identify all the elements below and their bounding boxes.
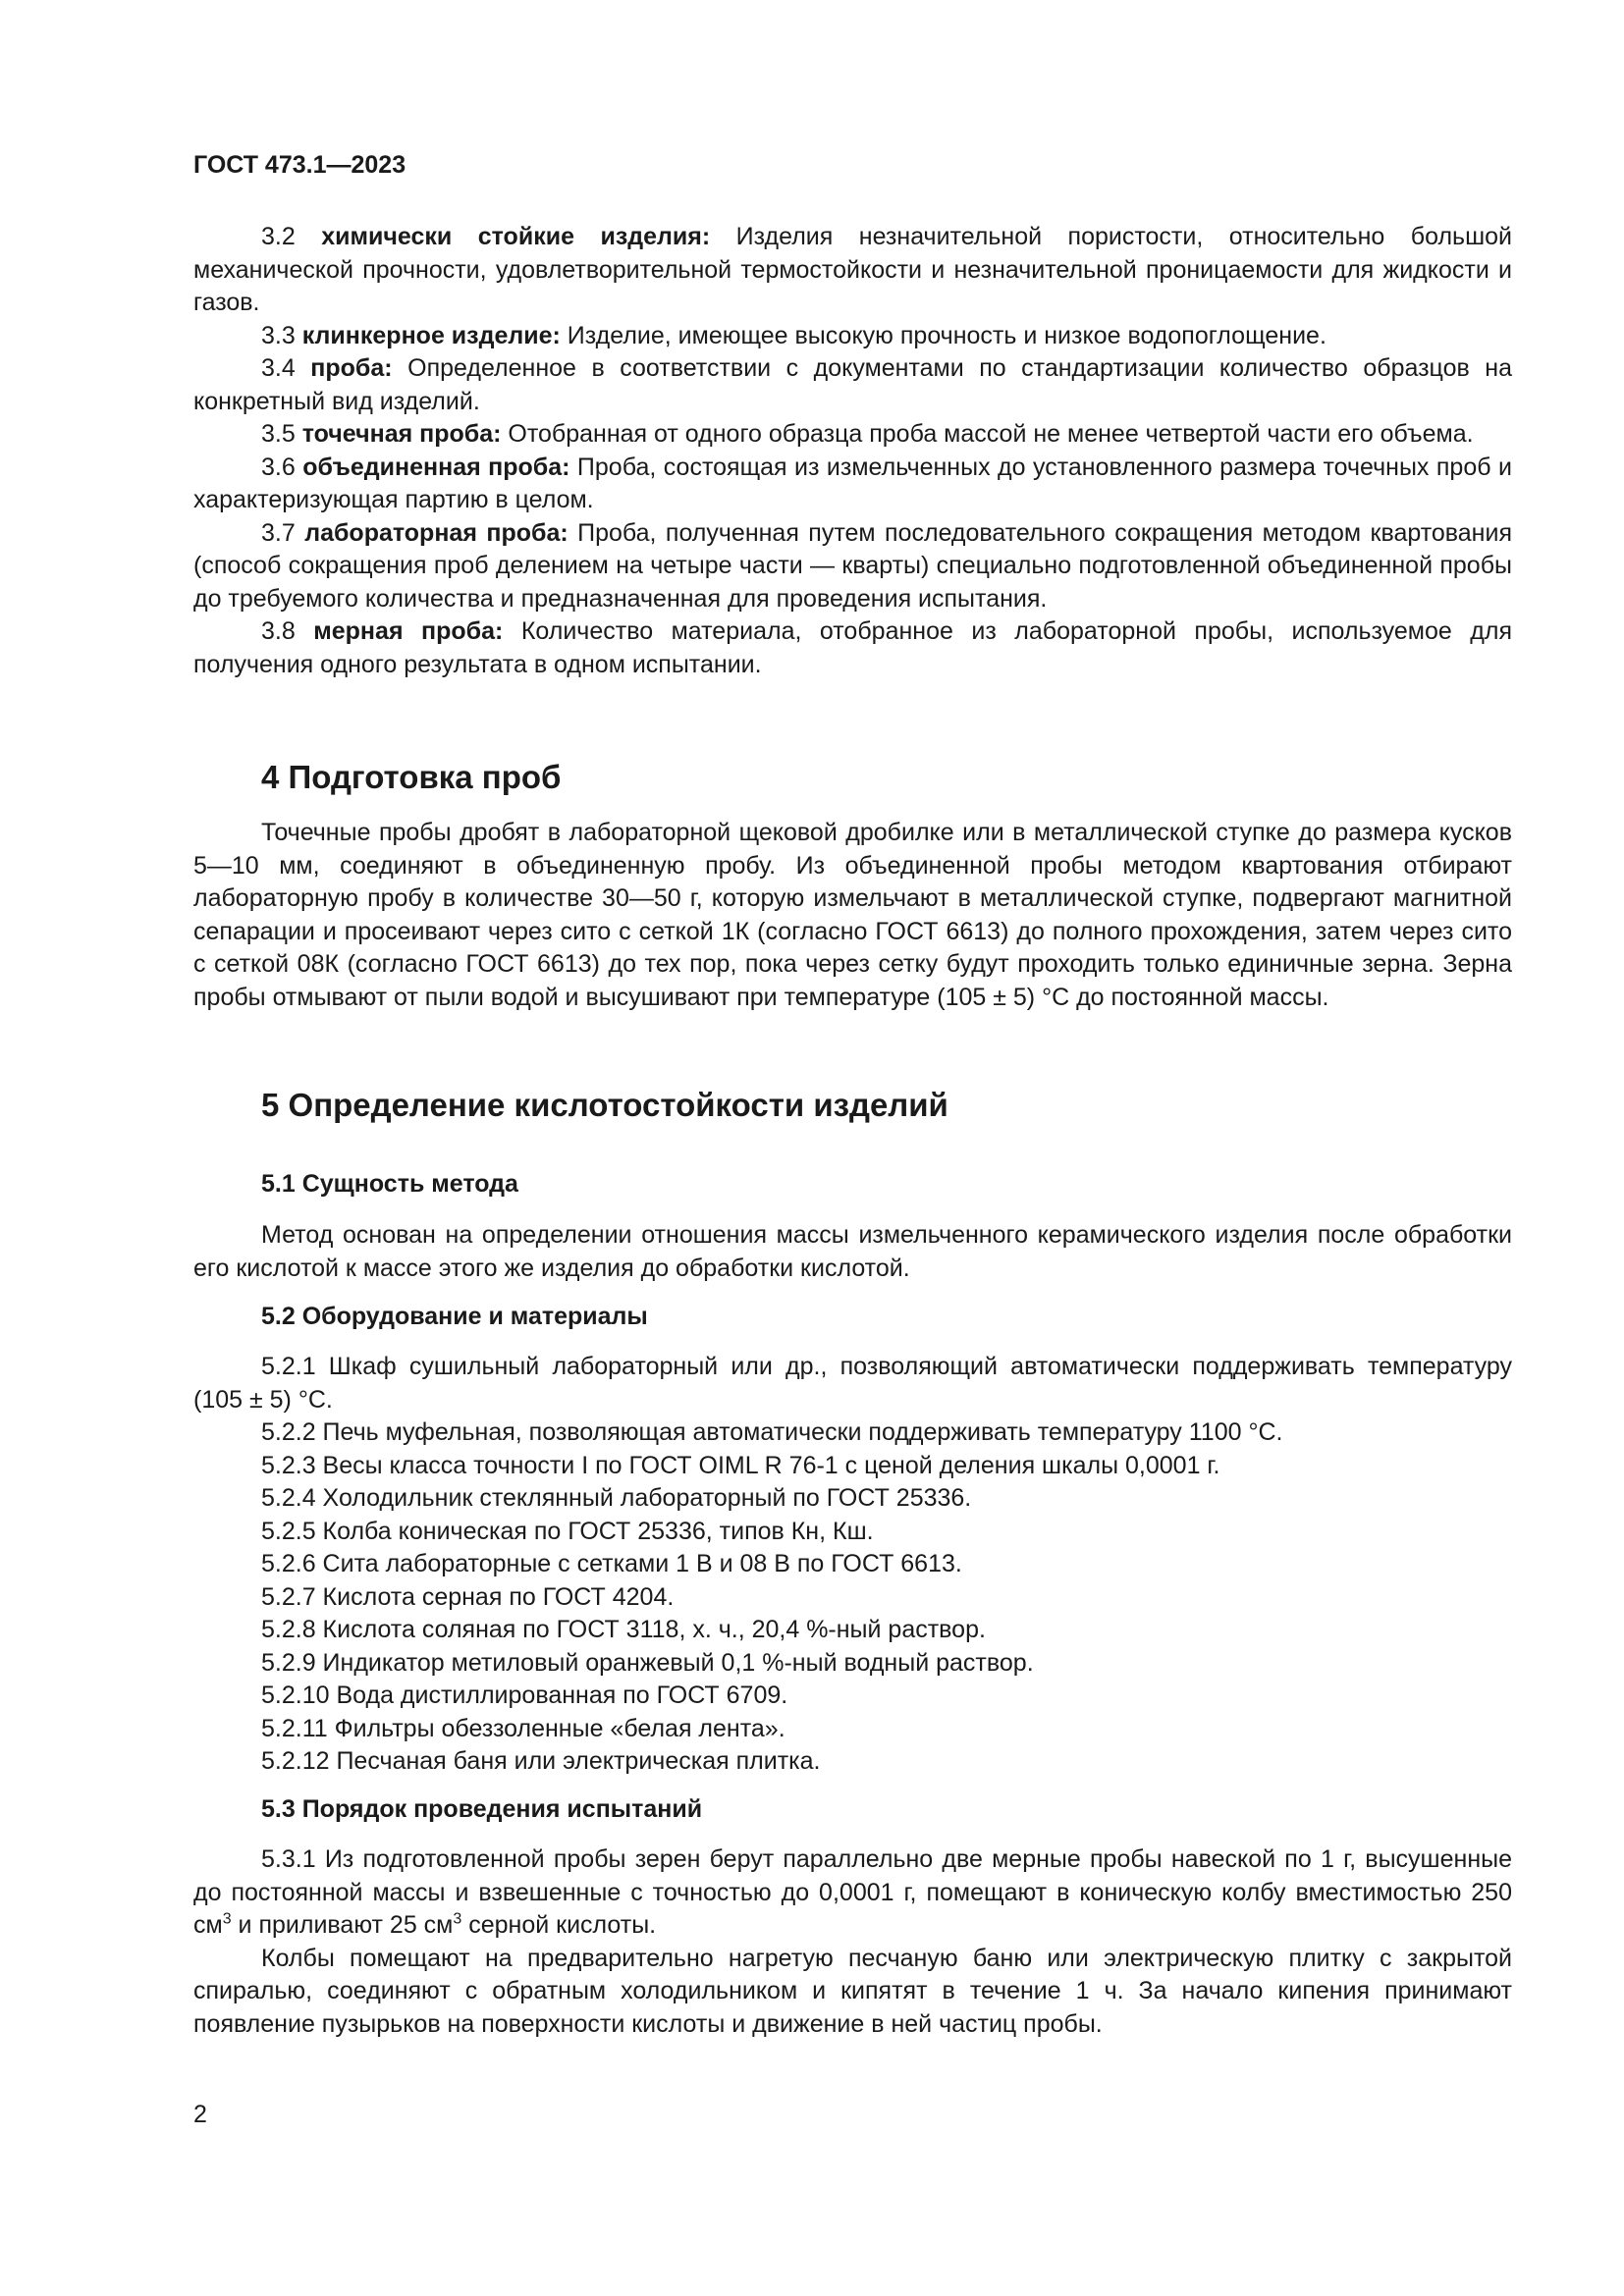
list-item: 5.2.11 Фильтры обеззоленные «белая лента». — [261, 1714, 785, 1742]
equipment-list — [193, 1351, 1512, 1779]
paragraph-text: и приливают 25 см — [231, 1911, 454, 1939]
list-item: 5.2.4 Холодильник стеклянный лабораторный по ГОСТ 25336. — [261, 1484, 972, 1512]
definition-number: 3.6 — [261, 453, 296, 481]
superscript: 3 — [453, 1910, 462, 1928]
definition-term: проба: — [310, 354, 393, 382]
list-item: 5.2.9 Индикатор метиловый оранжевый 0,1 %-ный водный раствор. — [261, 1648, 1034, 1677]
list-item: 5.2.12 Песчаная баня или электрическая плитка. — [261, 1747, 821, 1775]
subsection-5-2-heading: 5.2 Оборудование и материалы — [261, 1303, 648, 1330]
paragraph-text: 5.3.1 Из подготовленной пробы зерен берут параллельно две мерные пробы навеской по 1 г, высушенные до постоянной массы и взвешенные с точностью до 0,0001 г, помещают в коническую колбу вместимостью 250 см — [193, 1845, 1512, 1939]
definition-number: 3.8 — [261, 617, 296, 645]
definition-3-3 — [193, 320, 1512, 353]
list-item: 5.2.10 Вода дистиллированная по ГОСТ 6709. — [261, 1682, 788, 1709]
definition-text: Проба, полученная путем последовательного сокращения методом квартования (способ сокращения проб делением на четыре части — кварты) специально подготовленной объединенной пробы до требуемого количества и предназначенная для проведения испытания. — [193, 518, 1512, 613]
subsection-5-3-body — [193, 1843, 1512, 2041]
definition-text: Отобранная от одного образца проба массой не менее четвертой части его объема. — [501, 420, 1474, 448]
definition-term: клинкерное изделие: — [301, 321, 561, 349]
list-item: 5.2.2 Печь муфельная, позволяющая автоматически поддерживать температуру 1100 °С. — [261, 1418, 1283, 1446]
definition-3-8 — [193, 615, 1512, 681]
definition-text: Определенное в соответствии с документами по стандартизации количество образцов на конкретный вид изделий. — [193, 354, 1512, 415]
list-item: 5.2.5 Колба коническая по ГОСТ 25336, типов Кн, Кш. — [261, 1517, 874, 1545]
definition-term: мерная проба: — [313, 617, 504, 645]
subsection-5-3-paragraph-2: Колбы помещают на предварительно нагретую песчаную баню или электрическую плитку с закрытой спиралью, соединяют с обратным холодильником и кипятят в течение 1 ч. За начало кипения принимают появление пузырьков на поверхности кислоты и движение в ней частиц пробы. — [193, 1944, 1512, 2038]
subsection-5-1-body — [193, 1219, 1512, 1285]
superscript: 3 — [222, 1910, 232, 1928]
section-5-heading: 5 Определение кислотостойкости изделий — [261, 1087, 948, 1123]
definition-number: 3.5 — [261, 420, 296, 448]
definition-number: 3.4 — [261, 354, 296, 382]
document-title: ГОСТ 473.1—2023 — [193, 151, 406, 179]
section-4-paragraph: Точечные пробы дробят в лабораторной щековой дробилке или в металлической ступке до размера кусков 5—10 мм, соединяют в объединенную пробу. Из объединенной пробы методом квартования отбирают лабораторную пробу в количестве 30—50 г, которую измельчают в металлической ступке, подвергают магнитной сепарации и просеивают через сито с сеткой 1К (согласно ГОСТ 6613) до полного прохождения, затем через сито с сеткой 08К (согласно ГОСТ 6613) до тех пор, пока через сетку будут проходить только единичные зерна. Зерна пробы отмывают от пыли водой и высушивают при температуре (105 ± 5) °С до постоянной массы. — [193, 819, 1512, 1011]
definition-number: 3.7 — [261, 518, 296, 547]
definition-text: Изделия незначительной пористости, относительно большой механической прочности, удовлетворительной термостойкости и незначительной проницаемости для жидкости и газов. — [193, 223, 1512, 316]
definition-3-7 — [193, 517, 1512, 616]
definition-3-4 — [193, 352, 1512, 418]
page-number: 2 — [193, 2101, 207, 2128]
definition-3-5 — [193, 418, 1512, 452]
definition-term: объединенная проба: — [302, 453, 570, 481]
list-item: 5.2.1 Шкаф сушильный лабораторный или др., позволяющий автоматически поддерживать температуру (105 ± 5) °С. — [193, 1353, 1512, 1414]
definition-3-2 — [193, 221, 1512, 320]
list-item: 5.2.6 Сита лабораторные с сетками 1 В и 08 В по ГОСТ 6613. — [261, 1550, 962, 1577]
paragraph-text: серной кислоты. — [461, 1911, 657, 1939]
definition-text: Количество материала, отобранное из лабораторной пробы, используемое для получения одного результата в одном испытании. — [193, 617, 1512, 678]
definition-number: 3.2 — [261, 223, 296, 250]
definition-3-6 — [193, 452, 1512, 517]
subsection-5-3-1-paragraph — [193, 1843, 1512, 1943]
subsection-5-1-heading: 5.1 Сущность метода — [261, 1170, 518, 1198]
definition-text: Изделие, имеющее высокую прочность и низкое водопоглощение. — [560, 321, 1326, 349]
definitions-block — [193, 221, 1512, 681]
subsection-5-3-heading: 5.3 Порядок проведения испытаний — [261, 1795, 703, 1823]
section-4-heading: 4 Подготовка проб — [261, 759, 562, 795]
section-4-body — [193, 817, 1512, 1014]
definition-number: 3.3 — [261, 321, 296, 349]
definition-term: химически стойкие изделия: — [321, 223, 711, 250]
list-item: 5.2.8 Кислота соляная по ГОСТ 3118, х. ч., 20,4 %-ный раствор. — [261, 1616, 986, 1643]
definition-term: лабораторная проба: — [304, 518, 568, 547]
definition-text: Проба, состоящая из измельченных до установленного размера точечных проб и характеризующая партию в целом. — [193, 453, 1512, 513]
subsection-5-1-paragraph: Метод основан на определении отношения массы измельченного керамического изделия после обработки его кислотой к массе этого же изделия до обработки кислотой. — [193, 1221, 1512, 1282]
definition-term: точечная проба: — [301, 420, 502, 448]
list-item: 5.2.3 Весы класса точности I по ГОСТ OIML R 76-1 с ценой деления шкалы 0,0001 г. — [261, 1451, 1220, 1479]
list-item: 5.2.7 Кислота серная по ГОСТ 4204. — [261, 1582, 675, 1611]
